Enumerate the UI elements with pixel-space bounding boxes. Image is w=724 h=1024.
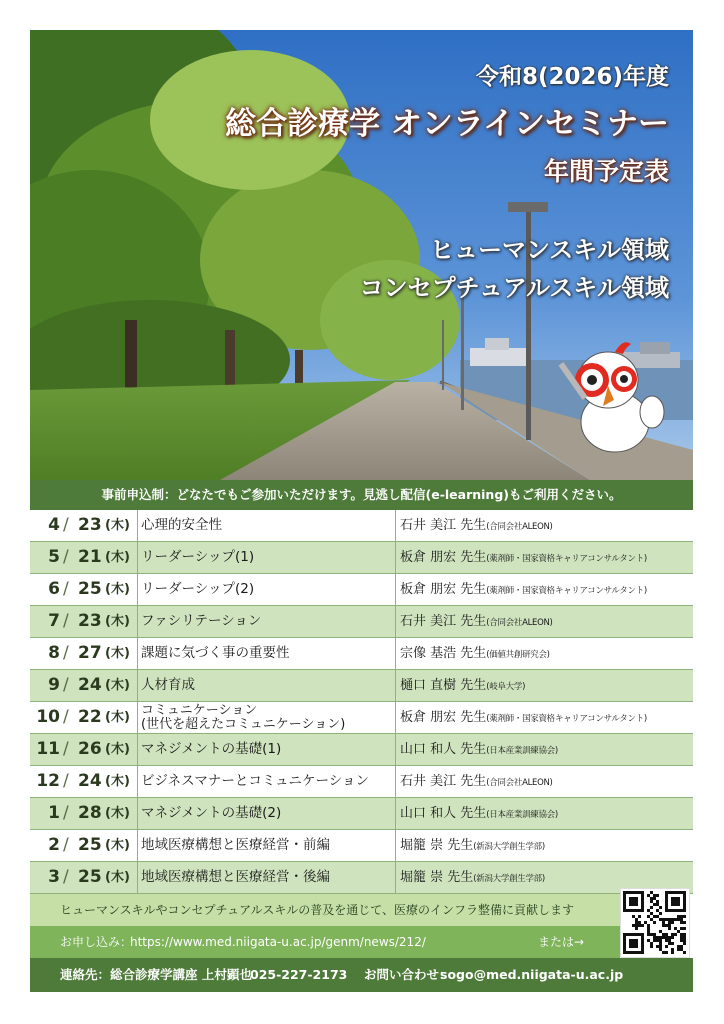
lecturer-affiliation: (合同会社ALEON) <box>486 618 553 628</box>
lecturer-info <box>400 830 545 863</box>
session-topic-cell <box>138 702 396 733</box>
session-weekday: (木) <box>105 550 130 565</box>
contact-phone[interactable]: 025-227-2173 <box>250 967 348 982</box>
schedule-subtitle: 年間予定表 <box>543 157 669 186</box>
schedule-row <box>30 766 693 798</box>
session-topic: ビジネスマナーとコミュニケーション <box>141 773 370 789</box>
session-weekday: (木) <box>105 870 130 885</box>
lecturer-info <box>400 606 553 639</box>
session-topic-cell <box>138 830 396 861</box>
session-day: 23 <box>78 515 102 535</box>
skill-domain-human: ヒューマンスキル領域 <box>429 236 669 264</box>
session-day: 26 <box>78 739 102 759</box>
lecturer-cell <box>396 606 693 637</box>
seminar-title: 総合診療学 オンラインセミナー <box>225 106 669 142</box>
session-date <box>30 830 138 861</box>
lecturer-cell <box>396 830 693 861</box>
lecturer-affiliation: (価値共創研究会) <box>486 650 550 660</box>
session-weekday: (木) <box>105 806 130 821</box>
session-topic-cell <box>138 798 396 829</box>
session-month: 11 <box>36 739 60 759</box>
session-topic: ファシリテーション <box>141 613 262 629</box>
lecturer-affiliation: (合同会社ALEON) <box>486 778 553 788</box>
date-separator: / <box>63 707 69 727</box>
lecturer-affiliation: (薬剤師・国家資格キャリアコンサルタント) <box>486 554 647 564</box>
session-topic: 課題に気づく事の重要性 <box>141 645 290 661</box>
session-date <box>30 734 138 765</box>
session-weekday: (木) <box>105 582 130 597</box>
session-topic: リーダーシップ(2) <box>141 581 255 597</box>
date-separator: / <box>63 771 69 791</box>
date-separator: / <box>63 675 69 695</box>
schedule-row <box>30 638 693 670</box>
session-month: 10 <box>36 707 60 727</box>
contact-bar <box>30 958 693 992</box>
lecturer-cell <box>396 798 693 829</box>
lecturer-cell <box>396 542 693 573</box>
session-day: 24 <box>78 675 102 695</box>
session-weekday: (木) <box>105 678 130 693</box>
schedule-row <box>30 542 693 574</box>
lecturer-info <box>400 734 558 767</box>
date-separator: / <box>63 643 69 663</box>
session-month: 8 <box>48 643 60 663</box>
lecturer-cell <box>396 766 693 797</box>
date-separator: / <box>63 739 69 759</box>
session-weekday: (木) <box>105 838 130 853</box>
lecturer-name: 板倉 朋宏 先生 <box>400 582 487 597</box>
lecturer-name: 宗像 基浩 先生 <box>400 646 487 661</box>
session-weekday: (木) <box>105 774 130 789</box>
lecturer-affiliation: (新潟大学創生学部) <box>473 842 545 852</box>
session-month: 12 <box>36 771 60 791</box>
session-date <box>30 862 138 893</box>
lecturer-cell <box>396 638 693 669</box>
lecturer-affiliation: (薬剤師・国家資格キャリアコンサルタント) <box>486 714 647 724</box>
lecturer-name: 山口 和人 先生 <box>400 806 487 821</box>
session-day: 27 <box>78 643 102 663</box>
schedule-row <box>30 702 693 734</box>
session-month: 2 <box>48 835 60 855</box>
session-month: 3 <box>48 867 60 887</box>
session-date <box>30 702 138 733</box>
session-weekday: (木) <box>105 710 130 725</box>
session-month: 1 <box>48 803 60 823</box>
session-date <box>30 638 138 669</box>
date-separator: / <box>63 611 69 631</box>
session-day: 23 <box>78 611 102 631</box>
schedule-row <box>30 830 693 862</box>
session-topic: 地域医療構想と医療経営・後編 <box>141 869 330 885</box>
application-label: お申し込み： <box>60 935 133 949</box>
lecturer-affiliation: (岐阜大学) <box>486 682 526 692</box>
session-topic: リーダーシップ(1) <box>141 549 255 565</box>
application-bar <box>30 926 620 958</box>
lecturer-info <box>400 510 553 543</box>
session-topic-cell <box>138 542 396 573</box>
session-topic <box>141 704 345 732</box>
lecturer-affiliation: (新潟大学創生学部) <box>473 874 545 884</box>
session-month: 4 <box>48 515 60 535</box>
mission-tagline: ヒューマンスキルやコンセプチュアルスキルの普及を通じて、医療のインフラ整備に貢献します <box>30 894 620 926</box>
session-date <box>30 798 138 829</box>
registration-notice: 事前申込制：どなたでもご参加いただけます。見逃し配信(e-learning)もご利用ください。 <box>30 480 693 510</box>
session-date <box>30 542 138 573</box>
lecturer-info <box>400 862 545 895</box>
session-day: 25 <box>78 579 102 599</box>
session-weekday: (木) <box>105 518 130 533</box>
session-date <box>30 510 138 541</box>
lecturer-name: 板倉 朋宏 先生 <box>400 550 487 565</box>
session-topic: マネジメントの基礎(2) <box>141 805 282 821</box>
session-month: 7 <box>48 611 60 631</box>
lecturer-cell <box>396 574 693 605</box>
date-separator: / <box>63 803 69 823</box>
lecturer-info <box>400 542 647 575</box>
session-topic: マネジメントの基礎(1) <box>141 741 282 757</box>
session-day: 25 <box>78 835 102 855</box>
session-day: 21 <box>78 547 102 567</box>
lecturer-info <box>400 670 525 703</box>
lecturer-info <box>400 638 550 671</box>
session-weekday: (木) <box>105 614 130 629</box>
lecturer-cell <box>396 670 693 701</box>
lecturer-info <box>400 702 647 735</box>
date-separator: / <box>63 515 69 535</box>
session-topic-cell <box>138 766 396 797</box>
lecturer-name: 石井 美江 先生 <box>400 774 487 789</box>
schedule-row <box>30 510 693 542</box>
lecturer-cell <box>396 734 693 765</box>
schedule-row <box>30 862 693 894</box>
lecturer-name: 石井 美江 先生 <box>400 518 487 533</box>
skill-domain-conceptual: コンセプチュアルスキル領域 <box>359 274 669 302</box>
session-topic: 地域医療構想と医療経営・前編 <box>141 837 330 853</box>
schedule-row <box>30 606 693 638</box>
date-separator: / <box>63 867 69 887</box>
session-topic-line1: コミュニケーション <box>141 703 258 718</box>
session-month: 6 <box>48 579 60 599</box>
lecturer-cell <box>396 702 693 733</box>
schedule-row <box>30 798 693 830</box>
hero-photo <box>30 30 693 480</box>
session-topic-line2: (世代を超えたコミュニケーション) <box>141 717 346 732</box>
session-topic-cell <box>138 606 396 637</box>
schedule-row <box>30 734 693 766</box>
schedule-row <box>30 574 693 606</box>
lecturer-info <box>400 574 647 607</box>
session-date <box>30 574 138 605</box>
lecturer-name: 石井 美江 先生 <box>400 614 487 629</box>
lecturer-info <box>400 766 553 799</box>
session-date <box>30 670 138 701</box>
session-topic-cell <box>138 510 396 541</box>
qr-code-graphic <box>621 889 689 957</box>
lecturer-cell <box>396 510 693 541</box>
session-month: 9 <box>48 675 60 695</box>
lecturer-name: 樋口 直樹 先生 <box>400 678 487 693</box>
session-day: 22 <box>78 707 102 727</box>
date-separator: / <box>63 579 69 599</box>
lecturer-info <box>400 798 558 831</box>
session-date <box>30 606 138 637</box>
lecturer-affiliation: (合同会社ALEON) <box>486 522 553 532</box>
lecturer-affiliation: (日本産業訓練協会) <box>486 746 558 756</box>
session-date <box>30 766 138 797</box>
fiscal-year-heading: 令和8(2026)年度 <box>475 64 669 90</box>
session-month: 5 <box>48 547 60 567</box>
date-separator: / <box>63 547 69 567</box>
session-weekday: (木) <box>105 646 130 661</box>
lecturer-name: 板倉 朋宏 先生 <box>400 710 487 725</box>
lecturer-name: 堀籠 崇 先生 <box>400 870 474 885</box>
application-link[interactable]: https://www.med.niigata-u.ac.jp/genm/news/212/ <box>130 935 426 949</box>
session-weekday: (木) <box>105 742 130 757</box>
lecturer-name: 堀籠 崇 先生 <box>400 838 474 853</box>
session-day: 24 <box>78 771 102 791</box>
contact-label: 連絡先：総合診療学講座 上村顕也 <box>60 967 252 982</box>
session-topic-cell <box>138 670 396 701</box>
lecturer-affiliation: (薬剤師・国家資格キャリアコンサルタント) <box>486 586 647 596</box>
date-separator: / <box>63 835 69 855</box>
lecturer-name: 山口 和人 先生 <box>400 742 487 757</box>
inquiry-label: お問い合わせ： <box>364 967 452 982</box>
qr-code[interactable] <box>620 888 690 958</box>
session-topic-cell <box>138 862 396 893</box>
session-topic-cell <box>138 574 396 605</box>
session-day: 28 <box>78 803 102 823</box>
session-topic-cell <box>138 638 396 669</box>
session-topic-cell <box>138 734 396 765</box>
session-topic: 人材育成 <box>141 677 195 693</box>
session-day: 25 <box>78 867 102 887</box>
qr-pointer-text: または→ <box>538 935 585 949</box>
lecturer-affiliation: (日本産業訓練協会) <box>486 810 558 820</box>
contact-email[interactable]: sogo@med.niigata-u.ac.jp <box>440 967 624 982</box>
schedule-row <box>30 670 693 702</box>
session-topic: 心理的安全性 <box>141 517 222 533</box>
seminar-poster <box>30 30 693 992</box>
